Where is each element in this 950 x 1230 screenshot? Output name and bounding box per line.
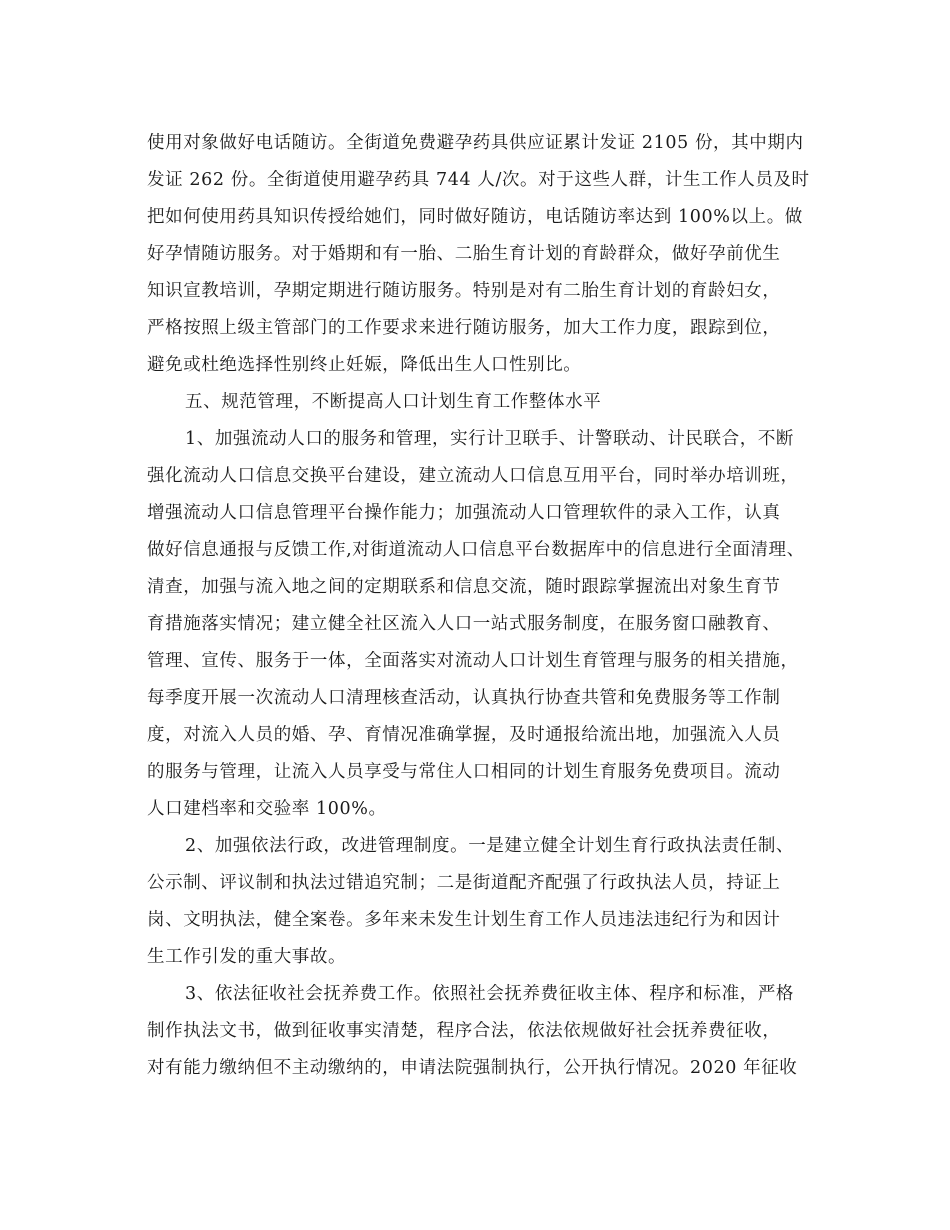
body-text-line: 岗、文明执法，健全案卷。多年来未发生计划生育工作人员违法违纪行为和因计 [147,910,781,930]
body-text-line: 人口建档率和交验率 100%。 [147,799,387,819]
body-text-line: 强化流动人口信息交换平台建设，建立流动人口信息互用平台，同时举办培训班， [147,466,799,486]
body-text-line: 育措施落实情况；建立健全社区流入人口一站式服务制度，在服务窗口融教育、 [147,614,781,634]
paragraph-start-line: 2、加强依法行政，改进管理制度。一是建立健全计划生育行政执法责任制、 [185,836,795,856]
body-text-line: 使用对象做好电话随访。全街道免费避孕药具供应证累计发证 2105 份，其中期内 [147,133,804,153]
body-text-line: 避免或杜绝选择性别终止妊娠，降低出生人口性别比。 [147,355,582,375]
paragraph-start-line: 1、加强流动人口的服务和管理，实行计卫联手、计警联动、计民联合，不断 [185,429,795,449]
body-text-line: 把如何使用药具知识传授给她们，同时做好随访，电话随访率达到 100%以上。做 [147,207,803,227]
body-text-line: 好孕情随访服务。对于婚期和有一胎、二胎生育计划的育龄群众，做好孕前优生 [147,244,781,264]
paragraph-start-line: 3、依法征收社会抚养费工作。依照社会抚养费征收主体、程序和标准，严格 [185,984,795,1004]
body-text-line: 的服务与管理，让流入人员享受与常住人口相同的计划生育服务免费项目。流动 [147,762,781,782]
body-text-line: 严格按照上级主管部门的工作要求来进行随访服务，加大工作力度，跟踪到位， [147,318,781,338]
body-text-line: 增强流动人口信息管理平台操作能力；加强流动人口管理软件的录入工作，认真 [147,503,781,523]
body-text-line: 发证 262 份。全街道使用避孕药具 744 人/次。对于这些人群，计生工作人员及时 [147,170,810,190]
section-heading: 五、规范管理，不断提高人口计划生育工作整体水平 [185,392,602,412]
body-text-line: 度，对流入人员的婚、孕、育情况准确掌握，及时通报给流出地，加强流入人员 [147,725,781,745]
body-text-line: 知识宣教培训，孕期定期进行随访服务。特别是对有二胎生育计划的育龄妇女， [147,281,781,301]
body-text-line: 制作执法文书，做到征收事实清楚，程序合法，依法依规做好社会抚养费征收， [147,1021,781,1041]
body-text-line: 做好信息通报与反馈工作,对街道流动人口信息平台数据库中的信息进行全面清理、 [147,540,805,560]
body-text-line: 公示制、评议制和执法过错追究制；二是街道配齐配强了行政执法人员，持证上 [147,873,781,893]
body-text-line: 每季度开展一次流动人口清理核查活动，认真执行协查共管和免费服务等工作制 [147,688,781,708]
body-text-line: 管理、宣传、服务于一体，全面落实对流动人口计划生育管理与服务的相关措施， [147,651,799,671]
body-text-line: 清查，加强与流入地之间的定期联系和信息交流，随时跟踪掌握流出对象生育节 [147,577,781,597]
body-text-line: 对有能力缴纳但不主动缴纳的，申请法院强制执行，公开执行情况。2020 年征收 [147,1058,798,1078]
body-text-line: 生工作引发的重大事故。 [147,947,347,967]
